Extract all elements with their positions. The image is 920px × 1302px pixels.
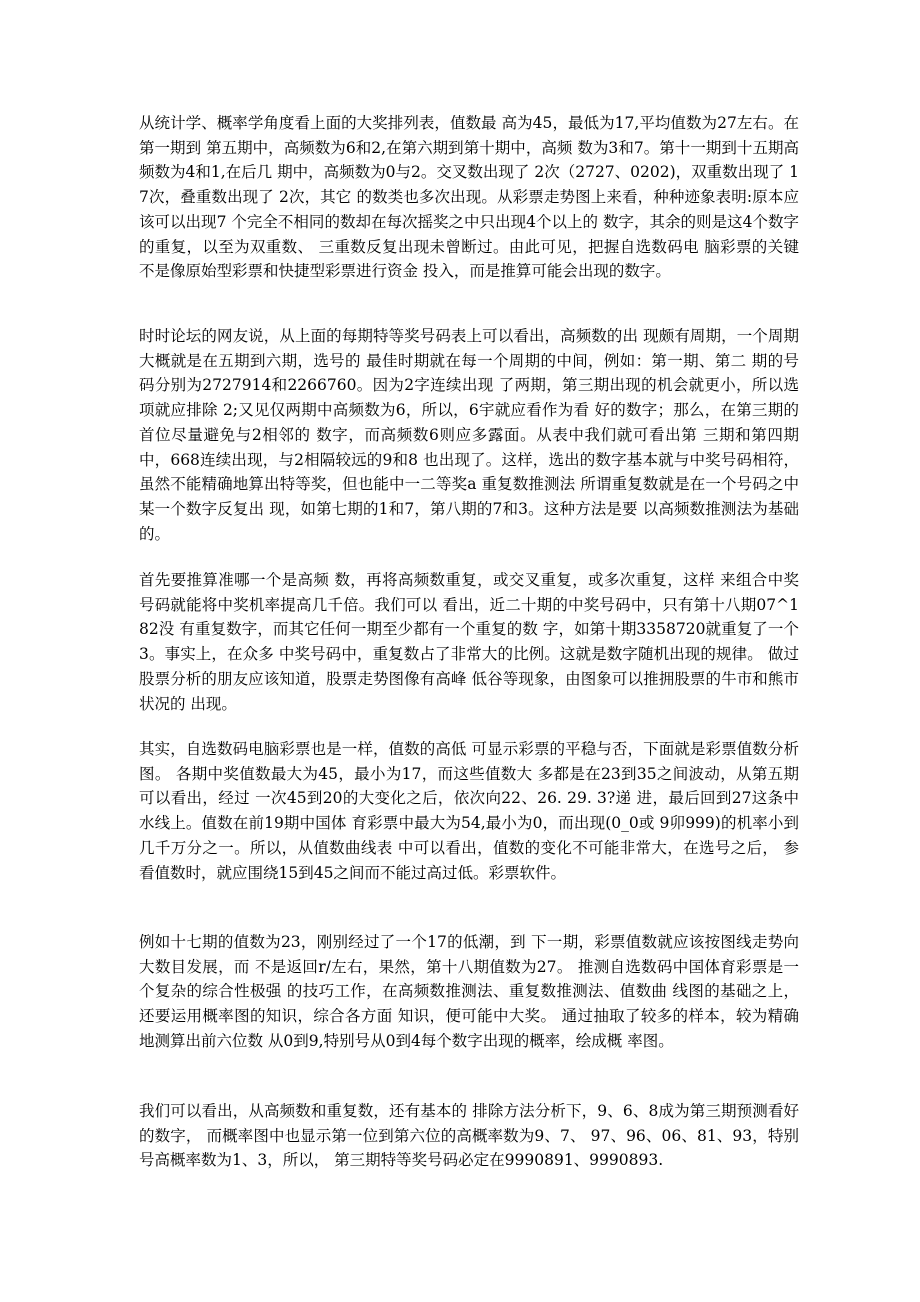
paragraph-6: 我们可以看出，从高频数和重复数，还有基本的 排除方法分析下，9、6、8成为第三期预测看好的数字， 而概率图中也显示第一位到第六位的高概率数为9、7、 97、96、06、81、93，特别号高概率数为1、3，所以， 第三期特等奖号码必定在9990891、9990893. xyxy=(139,1102,799,1170)
paragraph-1: 从统计学、概率学角度看上面的大奖排列表，值数最 高为45，最低为17,平均值数为27左右。在第一期到 第五期中，高频数为6和2,在第六期到第十期中，高频 数为3和7。第十一期到十五期高频数为4和1,在后几 期中，高频数为0与2。交叉数出现了 2次（2727、0202)，双重数出现了 17次，叠重数出现了 2次，其它 的数类也多次出现。从彩票走势图上来看，种种迹象表明:原本应该可以出现7 个完全不相同的数却在每次摇奖之中只出现4个以上的 数字，其余的则是这4个数字的重复，以至为双重数、 三重数反复出现未曾断过。由此可见，把握自选数码电 脑彩票的关键不是像原始型彩票和快捷型彩票进行资金 投入，而是推算可能会出现的数字。 xyxy=(139,114,799,281)
paragraph-2: 时时论坛的网友说，从上面的每期特等奖号码表上可以看出，高频数的出 现颇有周期，一个周期大概就是在五期到六期，选号的 最佳时期就在每一个周期的中间，例如：第一期、第二 期的号码分别为2727914和2266760。因为2字连续出现 了两期，第三期出现的机会就更小，所以选项就应排除 2;又见仅两期中高频数为6，所以，6宇就应看作为看 好的数字；那么，在第三期的首位尽量避免与2相邻的 数字，而高频数6则应多露面。从表中我们就可看出第 三期和第四期中，668连续出现，与2相隔较远的9和8 也出现了。这样，选出的数字基本就与中奖号码相符， 虽然不能精确地算出特等奖，但也能中一二等奖a 重复数推测法 所谓重复数就是在一个号码之中某一个数字反复出 现，如第七期的1和7，第八期的7和3。这种方法是要 以高频数推测法为基础的。 xyxy=(139,327,799,543)
paragraph-5: 例如十七期的值数为23，刚别经过了一个17的低潮，到 下一期，彩票值数就应该按图线走势向大数目发展，而 不是返回r/左右，果然，第十八期值数为27。 推测自选数码中国体育彩票是一个复杂的综合性极强 的技巧工作，在高频数推测法、重复数推测法、值数曲 线图的基础之上，还要运用概率图的知识，综合各方面 知识，便可能中大奖。 通过抽取了较多的样本，较为精确地测算出前六位数 从0到9,特别号从0到4每个数字出现的概率，绘成概 率图。 xyxy=(139,933,799,1050)
paragraph-4: 其实，自选数码电脑彩票也是一样，值数的高低 可显示彩票的平稳与否，下面就是彩票值数分析图。 各期中奖值数最大为45，最小为17，而这些值数大 多都是在23到35之间波动，从第五期可以看出，经过 一次45到20的大变化之后，依次向22、26. 29. 3?递 进，最后回到27这条中水线上。值数在前19期中国体 育彩票中最大为54,最小为0，而出现(0_0或 9卯999)的机率小到几千万分之一。所以，从值数曲线表 中可以看出，值数的变化不可能非常大，在选号之后， 参看值数时，就应围绕15到45之间而不能过高过低。彩票软件。 xyxy=(139,740,799,882)
paragraph-3: 首先要推算准哪一个是高频 数，再将高频数重复，或交叉重复，或多次重复，这样 来组合中奖号码就能将中奖机率提高几千倍。我们可以 看出，近二十期的中奖号码中，只有第十八期07^182没 有重复数字，而其它任何一期至少都有一个重复的数 字，如第十期3358720就重复了一个3。事实上，在众多 中奖号码中，重复数占了非常大的比例。这就是数字随机出现的规律。 做过股票分析的朋友应该知道，股票走势图像有高峰 低谷等现象，由图象可以推拥股票的牛市和熊市状况的 出现。 xyxy=(139,571,799,713)
